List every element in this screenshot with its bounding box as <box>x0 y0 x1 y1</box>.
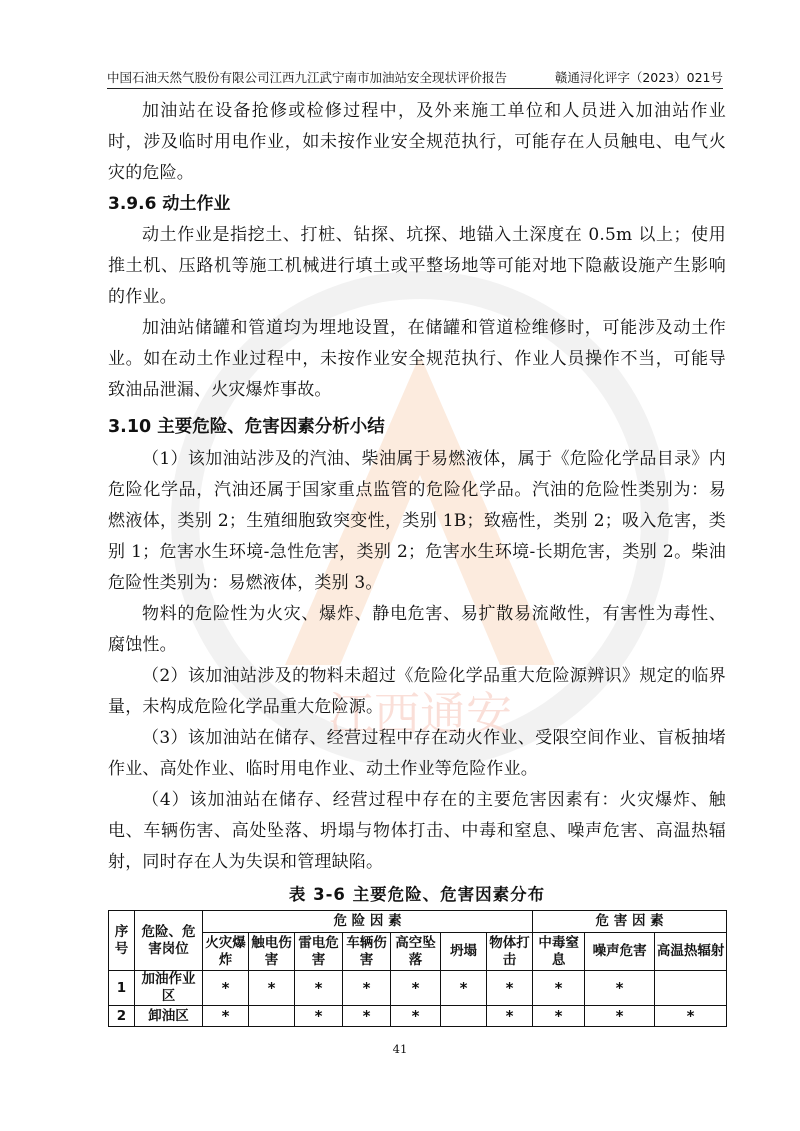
section-heading-3-10: 3.10 主要危险、危害因素分析小结 <box>108 417 385 437</box>
page-content <box>108 96 726 1027</box>
table-header-poisoning: 中毒窒息 <box>533 933 585 971</box>
table-header-vehicle: 车辆伤害 <box>343 933 391 971</box>
header-report-title: 中国石油天然气股份有限公司江西九江武宁南市加油站安全现状评价报告 <box>107 70 508 85</box>
paragraph-summary-4: （4）该加油站在储存、经营过程中存在的主要危害因素有：火灾爆炸、触电、车辆伤害、高处坠落、坍塌与物体打击、中毒和窒息、噪声危害、高温热辐射，同时存在人为失误和管理缺陷。 <box>108 790 726 872</box>
table-header-fall: 高空坠落 <box>391 933 441 971</box>
table-header-noise: 噪声危害 <box>585 933 655 971</box>
table-row <box>109 971 727 1006</box>
mark-cell: * <box>203 1006 249 1027</box>
header-report-number: 赣通浔化评字（2023）021号 <box>554 70 723 85</box>
paragraph-summary-2: （2）该加油站涉及的物料未超过《危险化学品重大危险源辨识》规定的临界量，未构成危险化学品重大危险源。 <box>108 666 726 717</box>
paragraph-earthwork-definition: 动土作业是指挖土、打桩、钻探、坑探、地锚入土深度在 0.5m 以上；使用推土机、压路机等施工机械进行填土或平整场地等可能对地下隐蔽设施产生影响的作业。 <box>108 225 726 307</box>
mark-cell: * <box>585 971 655 1006</box>
mark-cell <box>441 1006 487 1027</box>
paragraph-summary-1: （1）该加油站涉及的汽油、柴油属于易燃液体，属于《危险化学品目录》内危险化学品，汽油还属于国家重点监管的危险化学品。汽油的危险性类别为：易燃液体，类别 2；生殖细胞致突变性，类别 1B；致癌性，类别 2；吸入危害，类别 1；危害水生环境-急性危害，类别 2；危害水生环境-长期危害，类别 2。柴油危险性类别为：易燃液体，类别 3。 <box>108 449 726 593</box>
section-heading-3-9-6: 3.9.6 动土作业 <box>108 194 231 214</box>
mark-cell <box>249 1006 295 1027</box>
mark-cell: * <box>249 971 295 1006</box>
row-post: 卸油区 <box>135 1006 203 1027</box>
mark-cell: * <box>585 1006 655 1027</box>
table-header-harm-group: 危 害 因 素 <box>533 911 727 933</box>
mark-cell: * <box>655 1006 727 1027</box>
mark-cell: * <box>343 971 391 1006</box>
table-row <box>109 1006 727 1027</box>
table-header-electric: 触电伤害 <box>249 933 295 971</box>
mark-cell: * <box>441 971 487 1006</box>
mark-cell: * <box>391 971 441 1006</box>
paragraph-material-hazards: 物料的危险性为火灾、爆炸、静电危害、易扩散易流敞性，有害性为毒性、腐蚀性。 <box>108 604 726 655</box>
table-header-fire: 火灾爆炸 <box>203 933 249 971</box>
mark-cell: * <box>533 1006 585 1027</box>
table-header-post: 危险、危害岗位 <box>135 911 203 971</box>
mark-cell: * <box>391 1006 441 1027</box>
table-header-heat: 高温热辐射 <box>655 933 727 971</box>
table-header-danger-group: 危 险 因 素 <box>203 911 533 933</box>
paragraph-summary-3: （3）该加油站在储存、经营过程中存在动火作业、受限空间作业、盲板抽堵作业、高处作业、临时用电作业、动土作业等危险作业。 <box>108 728 726 779</box>
watermark-center-text: 江西通安 <box>328 687 512 741</box>
paragraph-earthwork-risk: 加油站储罐和管道均为埋地设置，在储罐和管道检维修时，可能涉及动土作业。如在动土作业过程中，未按作业安全规范执行、作业人员操作不当，可能导致油品泄漏、火灾爆炸事故。 <box>108 318 726 400</box>
table-header-no: 序号 <box>109 911 135 971</box>
mark-cell: * <box>533 971 585 1006</box>
table-header-strike: 物体打击 <box>487 933 533 971</box>
mark-cell: * <box>295 971 343 1006</box>
mark-cell: * <box>487 971 533 1006</box>
table-header-collapse: 坍塌 <box>441 933 487 971</box>
row-post: 加油作业区 <box>135 971 203 1006</box>
mark-cell: * <box>343 1006 391 1027</box>
mark-cell: * <box>295 1006 343 1027</box>
page-header <box>107 66 723 89</box>
table-caption: 表 3-6 主要危险、危害因素分布 <box>288 885 546 904</box>
hazard-distribution-table <box>108 910 727 1027</box>
mark-cell: * <box>203 971 249 1006</box>
page-number: 41 <box>392 1042 408 1056</box>
row-number: 1 <box>109 971 135 1006</box>
mark-cell <box>655 971 727 1006</box>
mark-cell: * <box>487 1006 533 1027</box>
row-number: 2 <box>109 1006 135 1027</box>
paragraph-temporary-electricity: 加油站在设备抢修或检修过程中，及外来施工单位和人员进入加油站作业时，涉及临时用电作业，如未按作业安全规范执行，可能存在人员触电、电气火灾的危险。 <box>108 101 726 183</box>
table-header-lightning: 雷电危害 <box>295 933 343 971</box>
